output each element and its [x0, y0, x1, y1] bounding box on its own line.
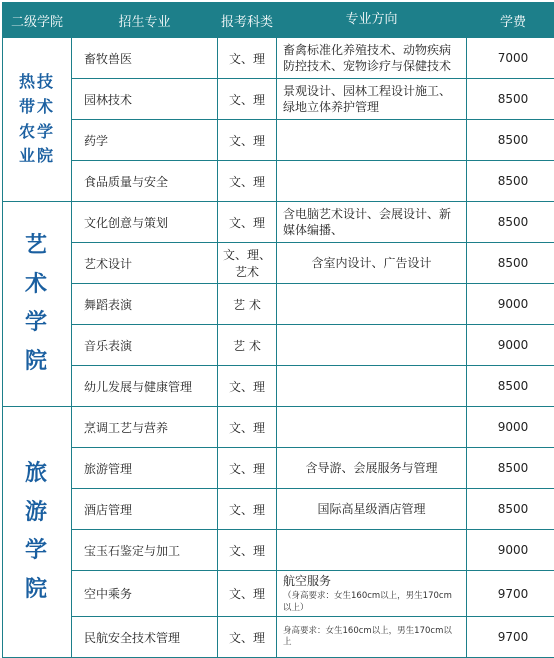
fee-cell: 8500 [467, 161, 554, 202]
direction-cell [277, 617, 467, 658]
fee-cell: 8500 [467, 366, 554, 407]
table-row [3, 617, 554, 658]
subjects-cell: 文、理 [218, 530, 277, 571]
header-row [3, 3, 554, 38]
table-row [3, 571, 554, 617]
subjects-cell: 文、理 [218, 38, 277, 79]
major-cell: 烹调工艺与营养 [72, 407, 218, 448]
fee-cell: 8500 [467, 243, 554, 284]
direction-cell: 含室内设计、广告设计 [277, 243, 467, 284]
college-art-cell [3, 202, 72, 407]
direction-cell [277, 530, 467, 571]
major-cell: 幼儿发展与健康管理 [72, 366, 218, 407]
major-cell: 民航安全技术管理 [72, 617, 218, 658]
college-agri-cell [3, 38, 72, 202]
direction-cell [277, 161, 467, 202]
subjects-cell: 文、理、艺术 [218, 243, 277, 284]
header-major: 招生专业 [72, 3, 218, 38]
enrollment-table [2, 2, 554, 658]
table-row [3, 407, 554, 448]
college-travel-cell [3, 407, 72, 658]
table-row [3, 243, 554, 284]
table-row [3, 284, 554, 325]
fee-cell: 9000 [467, 407, 554, 448]
direction-cell [277, 325, 467, 366]
fee-cell: 8500 [467, 489, 554, 530]
table-row [3, 120, 554, 161]
fee-cell: 9000 [467, 325, 554, 366]
direction-cell [277, 366, 467, 407]
direction-cell [277, 120, 467, 161]
major-cell: 园林技术 [72, 79, 218, 120]
college-agri: 热技带术农学业院 [17, 70, 57, 169]
table-row [3, 38, 554, 79]
subjects-cell: 文、理 [218, 407, 277, 448]
table-row [3, 79, 554, 120]
table-row [3, 489, 554, 530]
major-cell: 文化创意与策划 [72, 202, 218, 243]
subjects-cell: 文、理 [218, 202, 277, 243]
college-travel: 旅游学院 [24, 455, 50, 609]
direction-cell: 含导游、会展服务与管理 [277, 448, 467, 489]
major-cell: 畜牧兽医 [72, 38, 218, 79]
major-cell: 空中乘务 [72, 571, 218, 617]
direction-cell: 畜禽标准化养殖技术、动物疾病防控技术、宠物诊疗与保健技术 [277, 38, 467, 79]
direction-text: 航空服务 [283, 574, 331, 588]
fee-cell: 9000 [467, 284, 554, 325]
major-cell: 艺术设计 [72, 243, 218, 284]
header-direction: 专业方向 [277, 3, 467, 38]
major-cell: 酒店管理 [72, 489, 218, 530]
subjects-cell: 文、理 [218, 489, 277, 530]
fee-cell: 8500 [467, 448, 554, 489]
direction-cell: 国际高星级酒店管理 [277, 489, 467, 530]
direction-cell [277, 407, 467, 448]
header-fee: 学费 [467, 3, 554, 38]
fee-cell: 8500 [467, 120, 554, 161]
major-cell: 药学 [72, 120, 218, 161]
subjects-cell: 文、理 [218, 366, 277, 407]
major-cell: 旅游管理 [72, 448, 218, 489]
fee-cell: 8500 [467, 79, 554, 120]
subjects-cell: 艺 术 [218, 284, 277, 325]
table-row [3, 161, 554, 202]
subjects-cell: 文、理 [218, 161, 277, 202]
subjects-cell: 文、理 [218, 448, 277, 489]
major-cell: 音乐表演 [72, 325, 218, 366]
subjects-cell: 文、理 [218, 571, 277, 617]
fee-cell: 9000 [467, 530, 554, 571]
fee-cell: 9700 [467, 617, 554, 658]
direction-cell: 含电脑艺术设计、会展设计、新媒体编播、 [277, 202, 467, 243]
subjects-cell: 文、理 [218, 120, 277, 161]
header-subjects: 报考科类 [218, 3, 277, 38]
subjects-cell: 文、理 [218, 617, 277, 658]
table-row [3, 530, 554, 571]
subjects-cell: 艺 术 [218, 325, 277, 366]
header-college: 二级学院 [3, 3, 72, 38]
height-requirement: （身高要求：女生160cm以上，男生170cm以上） [283, 591, 460, 614]
height-requirement: 身高要求：女生160cm以上，男生170cm以上 [283, 626, 460, 649]
direction-cell [277, 284, 467, 325]
fee-cell: 8500 [467, 202, 554, 243]
table-row [3, 325, 554, 366]
major-cell: 食品质量与安全 [72, 161, 218, 202]
table-row [3, 202, 554, 243]
major-cell: 舞蹈表演 [72, 284, 218, 325]
major-cell: 宝玉石鉴定与加工 [72, 530, 218, 571]
table-row [3, 366, 554, 407]
table-row [3, 448, 554, 489]
fee-cell: 9700 [467, 571, 554, 617]
direction-cell [277, 571, 467, 617]
direction-cell: 景观设计、园林工程设计施工、绿地立体养护管理 [277, 79, 467, 120]
college-art: 艺术学院 [24, 227, 50, 381]
subjects-cell: 文、理 [218, 79, 277, 120]
fee-cell: 7000 [467, 38, 554, 79]
